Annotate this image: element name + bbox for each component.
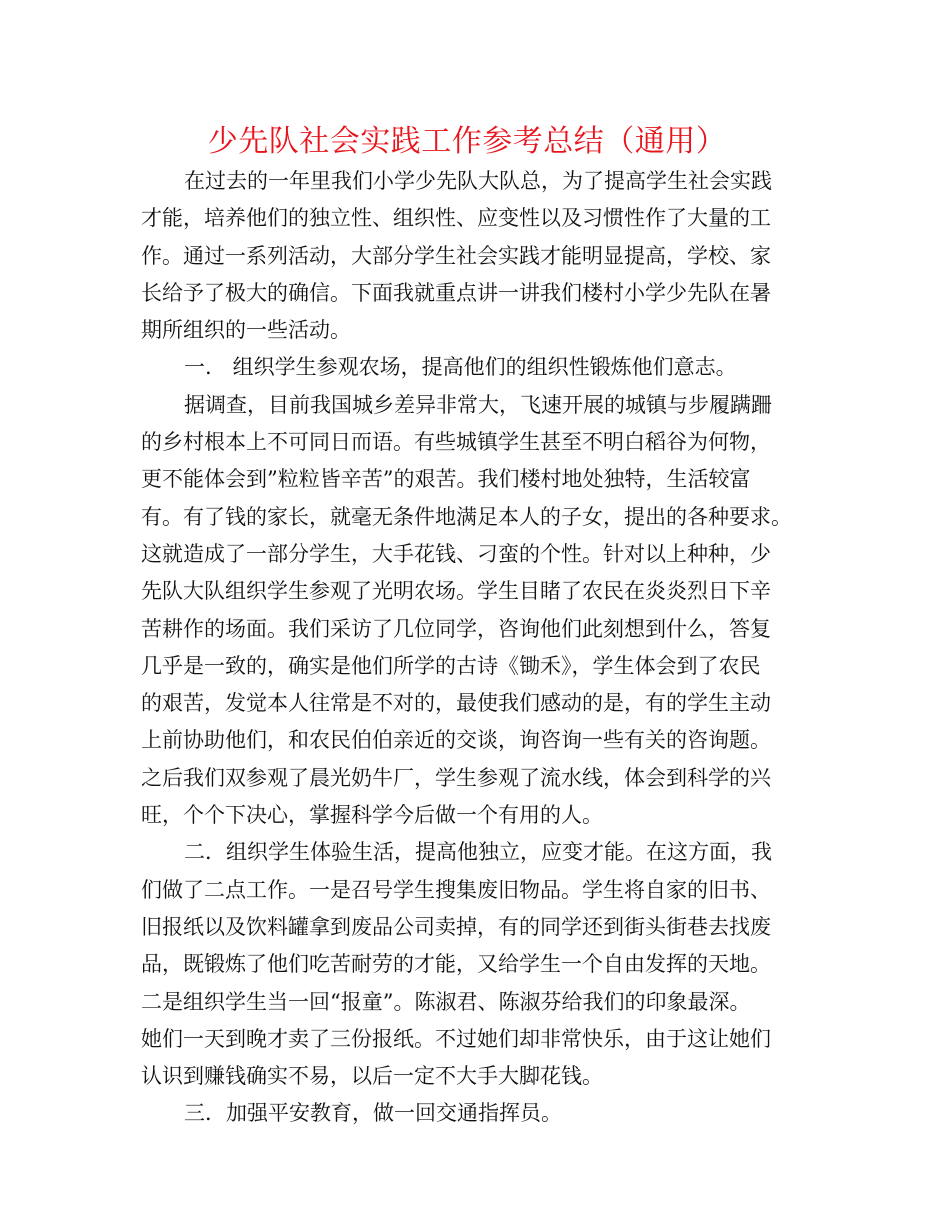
body-line: 品，既锻炼了他们吃苦耐劳的才能，又给学生一个自由发挥的天地。 (141, 952, 771, 977)
body-line: 期所组织的一些活动。 (141, 318, 351, 343)
body-line: 有。有了钱的家长，就毫无条件地满足本人的子女，提出的各种要求。 (141, 504, 792, 529)
body-line: 们做了二点工作。一是召号学生搜集废旧物品。学生将自家的旧书、 (141, 877, 771, 902)
body-line: 三．加强平安教育，做一回交通指挥员。 (184, 1101, 562, 1126)
body-line: 几乎是一致的，确实是他们所学的古诗《锄禾》，学生体会到了农民 (141, 653, 761, 678)
body-line: 二．组织学生体验生活，提高他独立，应变才能。在这方面，我 (184, 840, 772, 865)
body-line: 作。通过一系列活动，大部分学生社会实践才能明显提高，学校、家 (141, 243, 771, 268)
body-line: 才能，培养他们的独立性、组织性、应变性以及习惯性作了大量的工 (141, 206, 771, 231)
body-line: 之后我们双参观了晨光奶牛厂，学生参观了流水线，体会到科学的兴 (141, 765, 771, 790)
body-line: 一. 组织学生参观农场，提高他们的组织性锻炼他们意志。 (184, 355, 737, 380)
body-line: 旧报纸以及饮料罐拿到废品公司卖掉，有的同学还到街头街巷去找废 (141, 914, 771, 939)
body-line: 更不能体会到”粒粒皆辛苦”的艰苦。我们楼村地处独特，生活较富 (141, 467, 751, 492)
document-body (141, 163, 811, 1133)
body-line: 上前协助他们，和农民伯伯亲近的交谈，询咨询一些有关的咨询题。 (141, 728, 771, 753)
body-line: 这就造成了一部分学生，大手花钱、刁蛮的个性。针对以上种种，少 (141, 541, 771, 566)
body-line: 她们一天到晚才卖了三份报纸。不过她们却非常快乐，由于这让她们 (141, 1026, 771, 1051)
body-line: 先队大队组织学生参观了光明农场。学生目睹了农民在炎炎烈日下辛 (141, 579, 771, 604)
body-line: 二是组织学生当一回“报童”。陈淑君、陈淑芬给我们的印象最深。 (141, 989, 751, 1014)
body-line: 据调查，目前我国城乡差异非常大，飞速开展的城镇与步履蹒跚 (184, 392, 772, 417)
body-line: 长给予了极大的确信。下面我就重点讲一讲我们楼村小学少先队在暑 (141, 280, 771, 305)
body-line: 旺，个个下决心，掌握科学今后做一个有用的人。 (141, 803, 603, 828)
document-title: 少先队社会实践工作参考总结（通用） (207, 124, 727, 159)
body-line: 的乡村根本上不可同日而语。有些城镇学生甚至不明白稻谷为何物， (141, 430, 771, 455)
body-line: 苦耕作的场面。我们采访了几位同学，咨询他们此刻想到什么，答复 (141, 616, 771, 641)
body-line: 在过去的一年里我们小学少先队大队总，为了提高学生社会实践 (184, 169, 772, 193)
body-line: 认识到赚钱确实不易，以后一定不大手大脚花钱。 (141, 1064, 603, 1089)
body-line: 的艰苦，发觉本人往常是不对的，最使我们感动的是，有的学生主动 (141, 691, 771, 716)
